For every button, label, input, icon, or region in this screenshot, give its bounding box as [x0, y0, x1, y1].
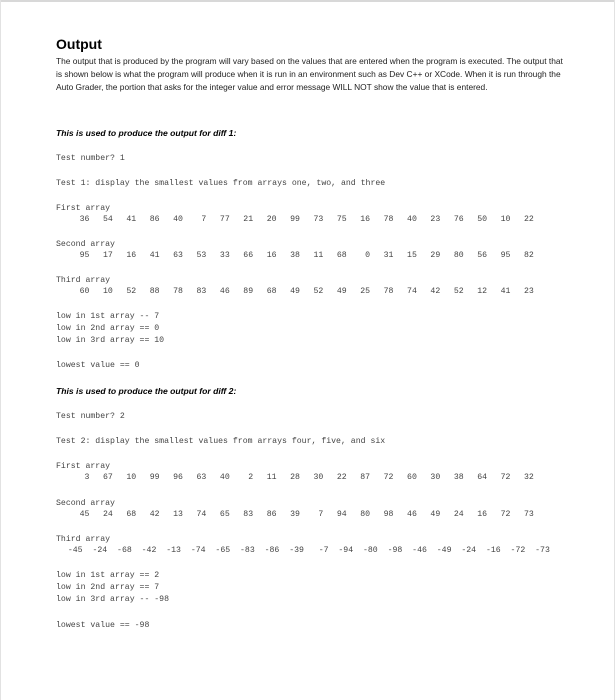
diff2-low-2: low in 2nd array == 7: [56, 583, 160, 592]
array-value: 83: [196, 287, 207, 296]
diff2-low-3: low in 3rd array -- -98: [56, 595, 170, 604]
array-value: 82: [523, 251, 534, 260]
array-value: -45: [67, 546, 83, 555]
array-value: -73: [535, 546, 550, 555]
diff1-third-values: [66, 286, 534, 298]
array-value: -13: [166, 546, 181, 555]
array-value: 24: [102, 510, 113, 519]
array-value: -98: [387, 546, 403, 555]
array-value: 10: [500, 215, 511, 224]
array-value: 74: [407, 287, 417, 296]
array-value: 89: [243, 287, 254, 296]
diff2-lowest: lowest value == -98: [56, 621, 150, 630]
array-value: -83: [240, 546, 255, 555]
array-value: 11: [266, 473, 277, 482]
diff2-low-1: low in 1st array == 2: [56, 571, 160, 580]
diff1-second-label: Second array: [56, 240, 115, 249]
diff2-second-label: Second array: [56, 499, 115, 508]
array-value: -24: [461, 546, 477, 555]
array-value: 73: [313, 215, 324, 224]
array-value: 72: [500, 510, 511, 519]
array-value: 10: [102, 287, 113, 296]
array-value: 50: [477, 215, 488, 224]
array-value: 7: [201, 215, 207, 224]
page-top-border: [0, 0, 615, 2]
array-value: 73: [523, 510, 534, 519]
array-value: 53: [196, 251, 207, 260]
document-page: [56, 36, 566, 630]
diff1-test-line: Test 1: display the smallest values from arrays one, two, and three: [56, 179, 386, 188]
array-value: 99: [290, 215, 300, 224]
array-value: 75: [336, 215, 347, 224]
array-value: 60: [79, 287, 90, 296]
array-value: 16: [126, 251, 137, 260]
array-value: 99: [149, 473, 160, 482]
array-value: 25: [360, 287, 371, 296]
array-value: 31: [383, 251, 394, 260]
array-value: 49: [430, 510, 441, 519]
array-value: 68: [266, 287, 277, 296]
array-value: 32: [523, 473, 534, 482]
array-value: -94: [338, 546, 354, 555]
page-left-border: [0, 0, 1, 700]
diff2-test-line: Test 2: display the smallest values from arrays four, five, and six: [56, 437, 386, 446]
array-value: 77: [219, 215, 230, 224]
diff1-low-1: low in 1st array -- 7: [56, 312, 160, 321]
array-value: 36: [79, 215, 90, 224]
array-value: 16: [477, 510, 488, 519]
array-value: 88: [149, 287, 160, 296]
array-value: 87: [360, 473, 371, 482]
array-value: 40: [407, 215, 417, 224]
diff1-heading: This is used to produce the output for diff 1:: [56, 128, 237, 138]
array-value: 78: [173, 287, 183, 296]
array-value: 94: [336, 510, 347, 519]
array-value: 72: [383, 473, 394, 482]
diff2-second-values: [66, 509, 534, 521]
array-value: 15: [407, 251, 417, 260]
array-value: 86: [149, 215, 160, 224]
array-value: 10: [126, 473, 137, 482]
array-value: 63: [196, 473, 207, 482]
array-value: -16: [485, 546, 501, 555]
array-value: -49: [436, 546, 452, 555]
array-value: 28: [290, 473, 300, 482]
array-value: 16: [360, 215, 371, 224]
array-value: 17: [102, 251, 113, 260]
array-value: 40: [219, 473, 230, 482]
array-value: 78: [383, 215, 394, 224]
array-value: 22: [523, 215, 534, 224]
array-value: 86: [266, 510, 277, 519]
array-value: 96: [173, 473, 183, 482]
array-value: 65: [219, 510, 230, 519]
array-value: 0: [365, 251, 371, 260]
array-value: -7: [318, 546, 329, 555]
array-value: 11: [313, 251, 324, 260]
diff1-first-values: [66, 214, 534, 226]
array-value: 67: [102, 473, 113, 482]
diff1-low-2: low in 2nd array == 0: [56, 324, 160, 333]
array-value: 60: [407, 473, 417, 482]
section-title: Output: [56, 36, 102, 52]
diff1-lowest: lowest value == 0: [56, 361, 140, 370]
array-value: 78: [383, 287, 394, 296]
array-value: 49: [290, 287, 300, 296]
array-value: -24: [92, 546, 108, 555]
array-value: 98: [383, 510, 394, 519]
array-value: 41: [126, 215, 137, 224]
array-value: 64: [477, 473, 488, 482]
array-value: 42: [430, 287, 441, 296]
array-value: 66: [243, 251, 254, 260]
diff2-third-label: Third array: [56, 535, 111, 544]
array-value: -72: [510, 546, 526, 555]
array-value: 33: [219, 251, 230, 260]
diff2-heading: This is used to produce the output for diff 2:: [56, 386, 237, 396]
array-value: 54: [102, 215, 113, 224]
array-value: 38: [453, 473, 464, 482]
array-value: 52: [126, 287, 137, 296]
array-value: 21: [243, 215, 254, 224]
array-value: 72: [500, 473, 511, 482]
array-value: 41: [500, 287, 511, 296]
array-value: -80: [362, 546, 378, 555]
array-value: 46: [407, 510, 417, 519]
array-value: 83: [243, 510, 254, 519]
array-value: 80: [453, 251, 464, 260]
diff2-first-values: [66, 472, 534, 484]
array-value: 30: [313, 473, 324, 482]
array-value: 68: [336, 251, 347, 260]
array-value: -42: [141, 546, 157, 555]
diff1-third-label: Third array: [56, 276, 111, 285]
diff2-first-label: First array: [56, 462, 111, 471]
array-value: -68: [117, 546, 132, 555]
diff1-prompt: Test number? 1: [56, 154, 125, 163]
array-value: 76: [453, 215, 464, 224]
diff1-second-values: [66, 250, 534, 262]
array-value: 74: [196, 510, 207, 519]
array-value: 42: [149, 510, 160, 519]
array-value: 56: [477, 251, 488, 260]
array-value: 38: [290, 251, 300, 260]
array-value: -46: [412, 546, 427, 555]
array-value: 63: [173, 251, 183, 260]
array-value: 39: [290, 510, 300, 519]
array-value: -39: [289, 546, 304, 555]
array-value: -65: [215, 546, 231, 555]
array-value: 95: [79, 251, 90, 260]
array-value: 16: [266, 251, 277, 260]
array-value: 24: [453, 510, 464, 519]
array-value: 45: [79, 510, 90, 519]
diff1-first-label: First array: [56, 204, 111, 213]
array-value: 23: [523, 287, 534, 296]
array-value: 40: [173, 215, 183, 224]
array-value: 2: [248, 473, 254, 482]
array-value: 95: [500, 251, 511, 260]
array-value: 7: [318, 510, 324, 519]
array-value: 41: [149, 251, 160, 260]
array-value: 68: [126, 510, 137, 519]
diff1-low-3: low in 3rd array == 10: [56, 336, 165, 345]
array-value: 20: [266, 215, 277, 224]
array-value: -74: [190, 546, 206, 555]
array-value: 22: [336, 473, 347, 482]
diff2-third-values: [58, 545, 550, 557]
diff2-prompt: Test number? 2: [56, 412, 125, 421]
array-value: 30: [430, 473, 441, 482]
array-value: 52: [453, 287, 464, 296]
array-value: 29: [430, 251, 441, 260]
array-value: 23: [430, 215, 441, 224]
array-value: 80: [360, 510, 371, 519]
array-value: 13: [173, 510, 183, 519]
array-value: 3: [84, 473, 90, 482]
intro-paragraph: The output that is produced by the program will vary based on the values that are entered when the program is executed. The output that is shown below is what the program will produce when it is run in an environment such as Dev C++ or XCode. When it is run through the Auto Grader, the portion that asks for the integer value and error message WILL NOT show the value that is entered.: [56, 56, 563, 92]
array-value: 52: [313, 287, 324, 296]
array-value: -86: [264, 546, 280, 555]
array-value: 49: [336, 287, 347, 296]
array-value: 12: [477, 287, 488, 296]
array-value: 46: [219, 287, 230, 296]
